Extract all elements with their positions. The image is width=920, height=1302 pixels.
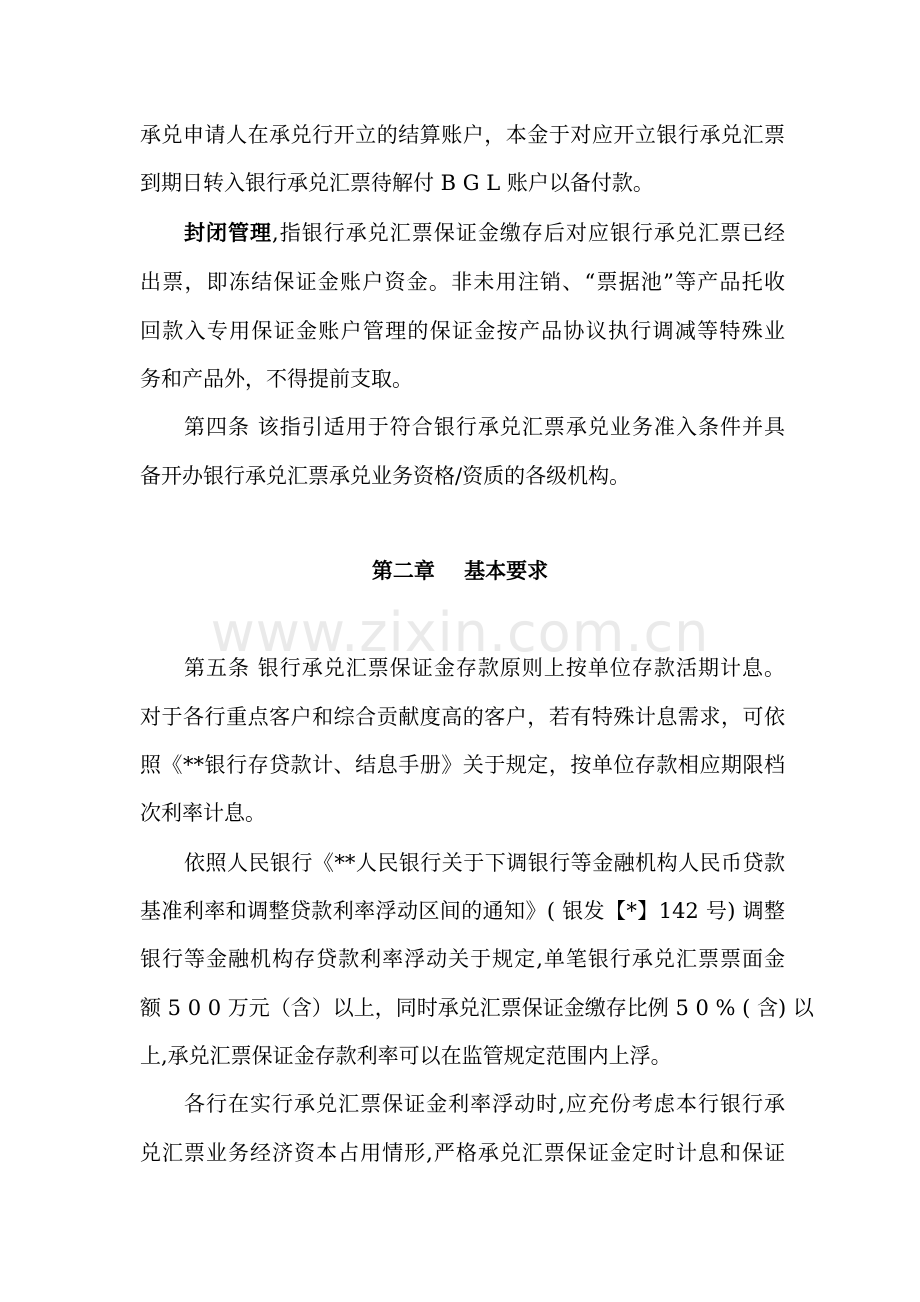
article-5-line: 照《**银行存贷款计、结息手册》关于规定，按单位存款相应期限档 xyxy=(140,753,785,777)
paragraph-line: 务和产品外，不得提前支取。 xyxy=(140,367,413,391)
closed-management-term: 封闭管理 xyxy=(184,220,273,245)
paragraph-line: 承兑申请人在承兑行开立的结算账户，本金于对应开立银行承兑汇票 xyxy=(140,123,785,147)
pboc-paragraph-line: 上,承兑汇票保证金存款利率可以在监管规定范围内上浮。 xyxy=(140,1044,672,1068)
article-4-line: 备开办银行承兑汇票承兑业务资格/资质的各级机构。 xyxy=(140,464,631,488)
paragraph-line: 回款入专用保证金账户管理的保证金按产品协议执行调减等特殊业 xyxy=(140,319,785,343)
pboc-paragraph-line: 基准利率和调整贷款利率浮动区间的通知》( 银发【*】142 号) 调整 xyxy=(140,899,785,923)
closed-management-text: ,指银行承兑汇票保证金缴存后对应银行承兑汇票已经 xyxy=(272,221,785,245)
watermark: www.zixin.com.cn xyxy=(210,601,710,664)
paragraph-line: 到期日转入银行承兑汇票待解付 B G L 账户以备付款。 xyxy=(140,171,654,195)
pboc-paragraph-line: 银行等金融机构存贷款利率浮动关于规定,单笔银行承兑汇票票面金 xyxy=(140,947,785,971)
branches-paragraph-line: 各行在实行承兑汇票保证金利率浮动时,应充份考虑本行银行承 xyxy=(184,1092,785,1116)
branches-paragraph-line: 兑汇票业务经济资本占用情形,严格承兑汇票保证金定时计息和保证 xyxy=(140,1141,785,1165)
pboc-paragraph-line: 额 5 0 0 万元（含）以上，同时承兑汇票保证金缴存比例 5 0 % ( 含) 以 xyxy=(140,996,814,1020)
article-4-line: 第四条 该指引适用于符合银行承兑汇票承兑业务准入条件并具 xyxy=(184,415,785,439)
closed-management-first-line xyxy=(184,219,785,247)
article-5-line: 次利率计息。 xyxy=(140,801,266,825)
pboc-paragraph-line: 依照人民银行《**人民银行关于下调银行等金融机构人民币贷款 xyxy=(184,851,785,875)
article-5-line: 第五条 银行承兑汇票保证金存款原则上按单位存款活期计息。 xyxy=(184,656,785,680)
paragraph-line: 出票，即冻结保证金账户资金。非未用注销、“票据池”等产品托收 xyxy=(140,270,785,294)
article-5-line: 对于各行重点客户和综合贡献度高的客户，若有特殊计息需求，可依 xyxy=(140,705,785,729)
chapter-heading: 第二章 基本要求 xyxy=(371,559,549,583)
